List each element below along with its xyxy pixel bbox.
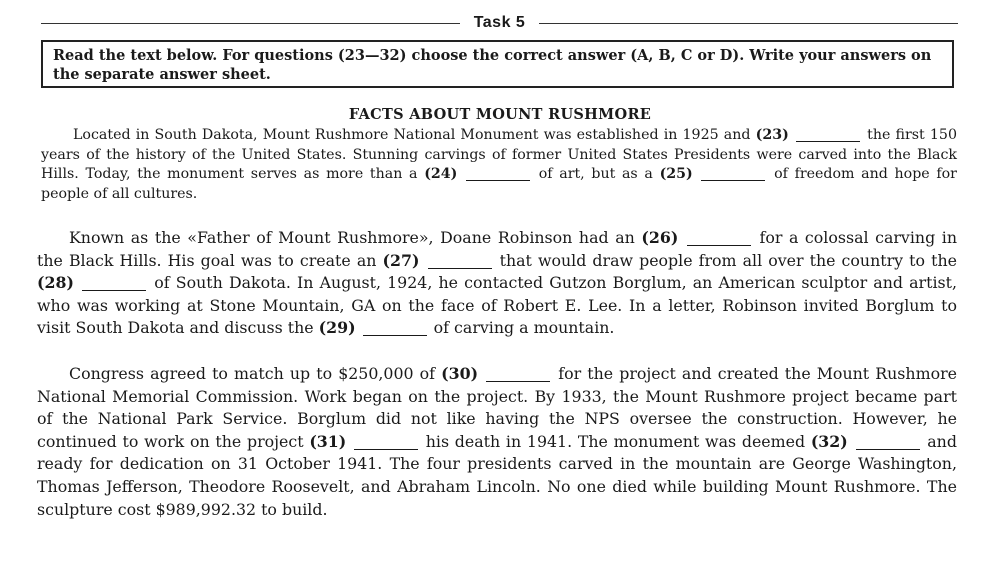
answer-blank-27 [428,252,492,269]
text-segment: Congress agreed to match up to $250,000 of [69,364,436,383]
text-segment: the first 150 years of the history of the United States. Stunning carvings of former United States Presidents were carved into the Black Hills. Today, the monument serves as more than a [41,127,957,182]
answer-blank-32 [856,433,920,450]
text-segment: Located in South Dakota, Mount Rushmore National Monument was established in 1925 and [73,127,751,143]
header-rule-left [41,23,460,24]
text-segment: of carving a mountain. [433,318,615,338]
text-segment: for a colossal carving in the Black Hills. His goal was to create an [37,228,957,270]
text-segment: and ready for dedication on 31 October 1941. The four presidents carved in the mountain are George Washington, Thomas Jefferson, Theodore Roosevelt, and Abraham Lincoln. No one died while building Mount Rushmore. The sculpture cost $989,992.32 to build. [37,431,957,519]
answer-blank-30 [486,365,550,382]
text-segment: that would draw people from all over the country to the [499,250,957,270]
text-segment: of freedom and hope for people of all cultures. [41,166,957,202]
answer-blank-23 [796,127,860,142]
question-number-32: (32) [810,431,848,451]
answer-blank-25 [701,166,765,181]
question-number-29: (29) [318,318,356,338]
question-number-25: (25) [659,166,693,182]
text-segment: his death in 1941. The monument was deemed [425,431,806,451]
question-number-23: (23) [755,127,789,143]
question-number-30: (30) [441,364,479,383]
answer-blank-24 [466,166,530,181]
text-segment: for the project and created the Mount Rushmore National Memorial Commission. Work began on the project. By 1933, the Mount Rushmore project became part of the National Park Service. Borglum did not like having the NPS oversee the construction. However, he continued to work on the project [37,364,957,451]
text-segment: of art, but as a [538,166,653,182]
question-number-31: (31) [309,431,347,451]
question-number-24: (24) [424,166,458,182]
text-segment: Known as the «Father of Mount Rushmore», Doane Robinson had an [69,228,635,247]
answer-blank-31 [354,433,418,450]
task-header [41,12,958,34]
header-rule-right [539,23,958,24]
text-segment: of South Dakota. In August, 1924, he contacted Gutzon Borglum, an American sculptor and artist, who was working at Stone Mountain, GA on the face of Robert E. Lee. In a letter, Robinson invited Borglum to visit South Dakota and discuss the [37,273,957,338]
article-heading: FACTS ABOUT MOUNT RUSHMORE [348,106,652,123]
task-title: Task 5 [473,14,526,31]
paragraph-3 [37,363,957,521]
question-number-27: (27) [382,250,420,270]
paragraph-2 [37,227,957,340]
paragraph-1 [41,126,957,204]
answer-blank-26 [687,229,751,246]
question-number-28: (28) [37,273,74,293]
instructions-box: Read the text below. For questions (23—32) choose the correct answer (A, B, C or D). Write your answers on the separate answer sheet. [41,40,954,88]
question-number-26: (26) [641,228,679,247]
answer-blank-28 [82,274,146,291]
answer-blank-29 [363,320,427,337]
